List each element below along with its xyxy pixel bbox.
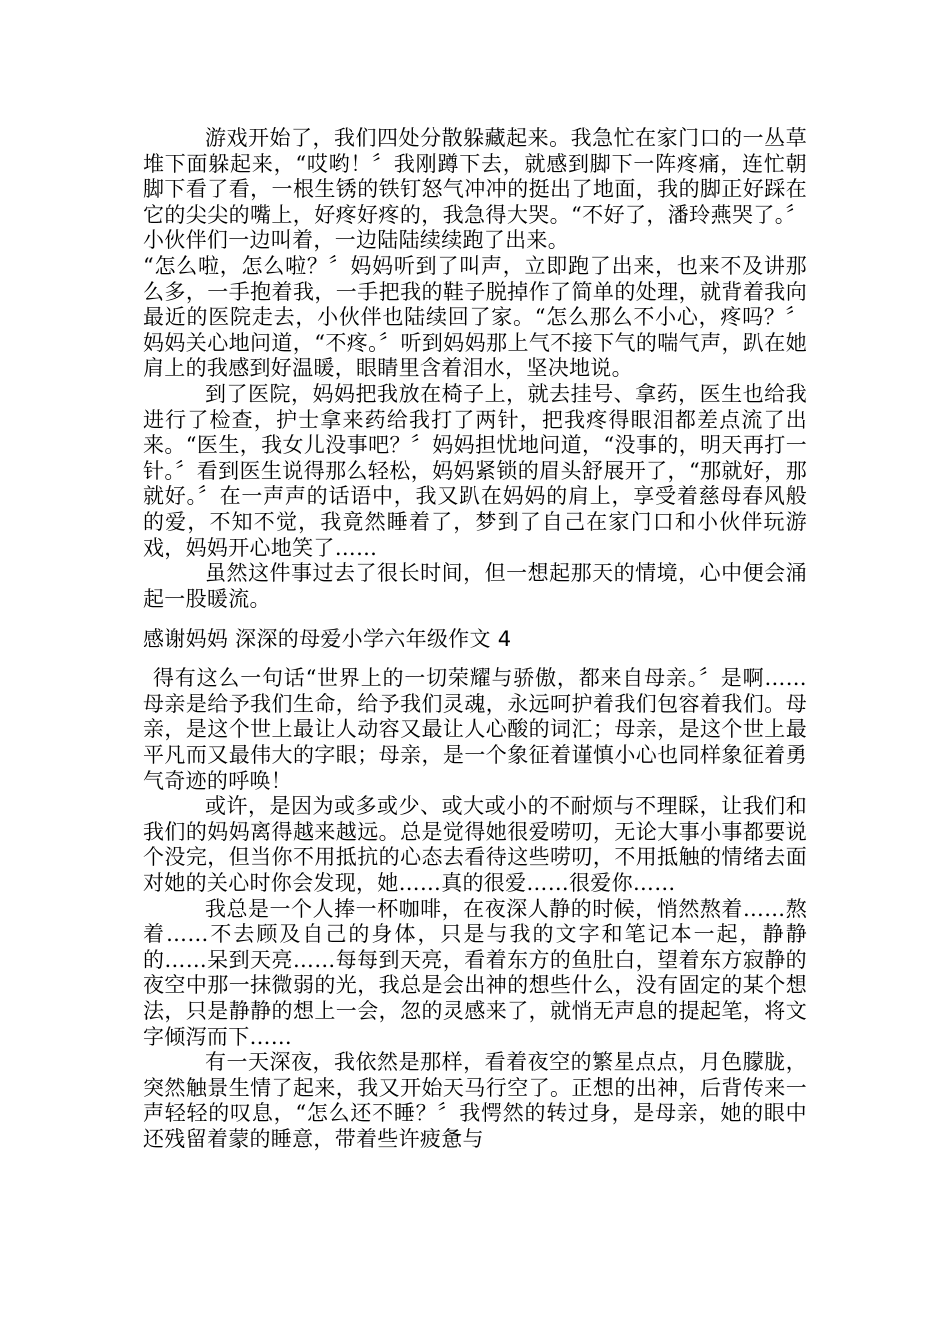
document-body xyxy=(143,126,807,1153)
paragraph: 虽然这件事过去了很长时间，但一想起那天的情境，心中便会涌起一股暖流。 xyxy=(143,561,807,611)
paragraph: 得有这么一句话“世界上的一切荣耀与骄傲，都来自母亲。〞是啊……母亲是给予我们生命，给予我们灵魂，永远呵护着我们包容着我们。母亲，是这个世上最让人动容又最让人心酸的词汇；母亲，是这个世上最平凡而又最伟大的字眼；母亲，是一个象征着谨慎小心也同样象征着勇气奇迹的呼唤！ xyxy=(143,666,807,793)
paragraph: 有一天深夜，我依然是那样，看着夜空的繁星点点，月色朦胧，突然触景生情了起来，我又开始天马行空了。正想的出神，后背传来一声轻轻的叹息，“怎么还不睡？〞我愕然的转过身，是母亲，她的眼中还残留着蒙的睡意，带着些许疲惫与 xyxy=(143,1050,807,1151)
section-heading: 感谢妈妈 深深的母爱小学六年级作文 4 xyxy=(143,627,512,652)
paragraph: 或许，是因为或多或少、或大或小的不耐烦与不理睬，让我们和我们的妈妈离得越来越远。总是觉得她很爱唠叨，无论大事小事都要说个没完，但当你不用抵抗的心态去看待这些唠叨，不用抵触的情绪去面对她的关心时你会发现，她……真的很爱……很爱你…… xyxy=(143,794,807,896)
paragraph: 我总是一个人捧一杯咖啡，在夜深人静的时候，悄然熬着……熬着……不去顾及自己的身体，只是与我的文字和笔记本一起，静静的……呆到天亮……每每到天亮，看着东方的鱼肚白，望着东方寂静的夜空中那一抹微弱的光，我总是会出神的想些什么，没有固定的某个想法，只是静静的想上一会，忽的灵感来了，就悄无声息的提起笔，将文字倾泻而下…… xyxy=(143,896,807,1049)
paragraph: 游戏开始了，我们四处分散躲藏起来。我急忙在家门口的一丛草堆下面躲起来，“哎哟！〞我刚蹲下去，就感到脚下一阵疼痛，连忙朝脚下看了看，一根生锈的铁钉怒气冲冲的挺出了地面，我的脚正好踩在它的尖尖的嘴上，好疼好疼的，我急得大哭。“不好了，潘玲燕哭了。〞小伙伴们一边叫着，一边陆陆续续跑了出来。 xyxy=(143,126,807,253)
paragraph: 到了医院，妈妈把我放在椅子上，就去挂号、拿药，医生也给我进行了检查，护士拿来药给我打了两针，把我疼得眼泪都差点流了出来。“医生，我女儿没事吧？〞妈妈担忧地问道，“没事的，明天再打一针。〞看到医生说得那么轻松，妈妈紧锁的眉头舒展开了，“那就好，那就好。〞在一声声的话语中，我又趴在妈妈的肩上，享受着慈母春风般的爱，不知不觉，我竟然睡着了，梦到了自己在家门口和小伙伴玩游戏，妈妈开心地笑了…… xyxy=(143,381,807,560)
paragraph: “怎么啦，怎么啦？〞妈妈听到了叫声，立即跑了出来，也来不及讲那么多，一手抱着我，一手把我的鞋子脱掉作了简单的处理，就背着我向最近的医院走去，小伙伴也陆续回了家。“怎么那么不小心，疼吗？〞妈妈关心地问道，“不疼。〞听到妈妈那上气不接下气的喘气声，趴在她肩上的我感到好温暖，眼睛里含着泪水，坚决地说。 xyxy=(143,253,807,381)
